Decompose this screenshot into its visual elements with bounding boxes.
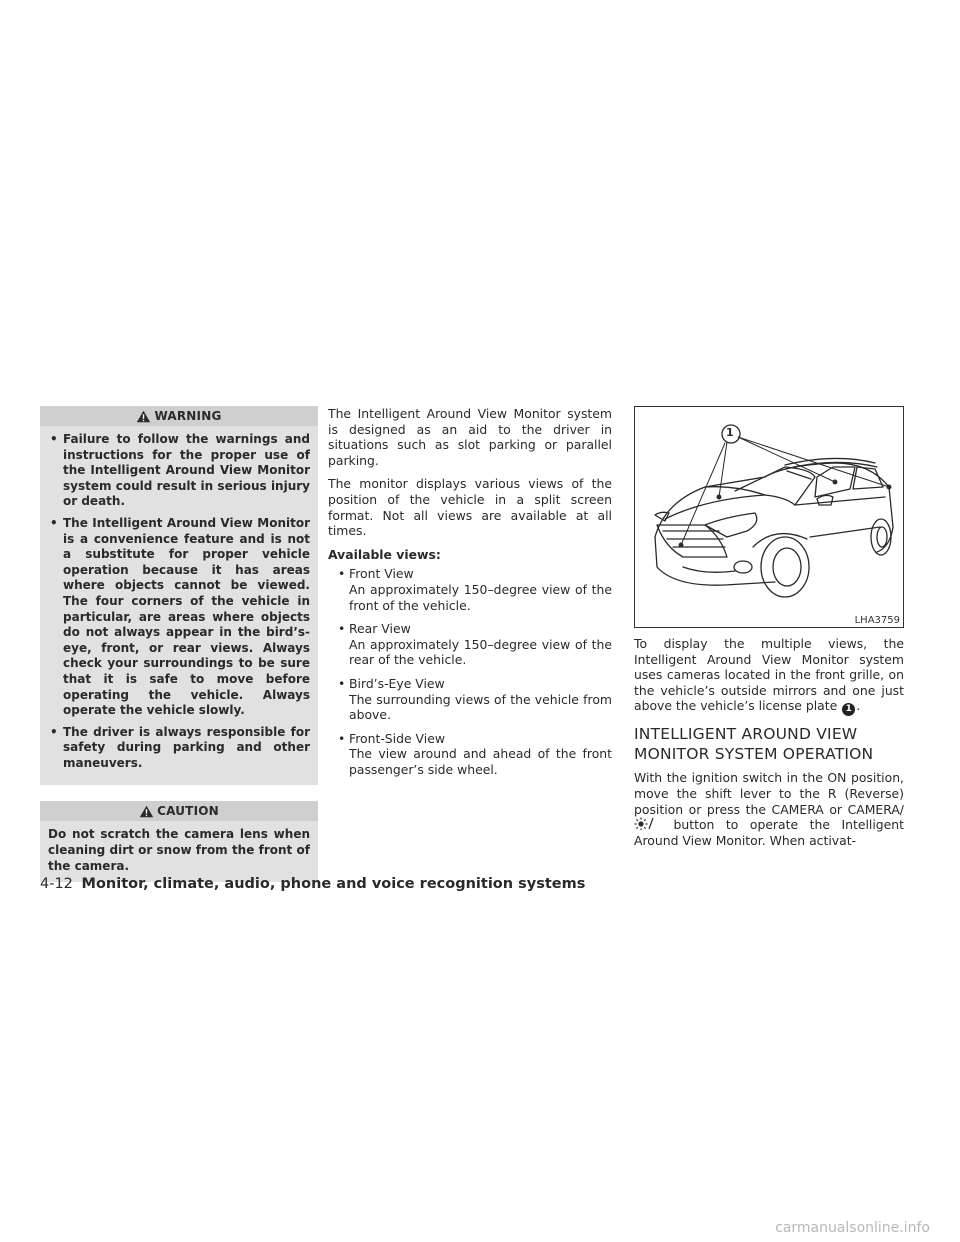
page-number: 4-12: [40, 876, 73, 892]
view-name: Bird’s-Eye View: [349, 675, 445, 691]
page-footer: [40, 876, 585, 892]
view-description: An approximately 150–degree view of the rear of the vehicle.: [349, 636, 612, 668]
right-column: [634, 406, 904, 856]
day-night-icon: [634, 817, 662, 830]
view-name: Front-Side View: [349, 730, 445, 746]
warning-box: [40, 406, 318, 785]
views-heading: Available views:: [328, 546, 441, 562]
camera-location-paragraph: [634, 636, 904, 716]
section-title: Monitor, climate, audio, phone and voice recognition systems: [81, 876, 586, 892]
view-item: [338, 676, 612, 723]
figure-id: LHA3759: [854, 615, 900, 626]
operation-text-cont: button to operate the Intelligent Around View Monitor. When activat-: [634, 817, 904, 848]
watermark: carmanualsonline.info: [775, 1220, 930, 1236]
caution-header: [40, 801, 318, 821]
left-column: [40, 406, 318, 882]
callout-1-icon: 1: [842, 703, 855, 716]
view-item: [338, 621, 612, 668]
warning-item: • The Intelligent Around View Monitor is a convenience feature and is not a substitute for proper vehicle operation because it has areas where objects cannot be viewed. The four corners of the vehicle in particular, are areas where objects do not always appear in the bird’s-eye, front, or rear views. Always check your surroundings to be sure that it is safe to move before operating the vehicle. Always operate the vehicle slowly.: [48, 516, 310, 719]
camera-location-end: .: [856, 698, 861, 714]
view-item: [338, 566, 612, 613]
caution-title: CAUTION: [157, 804, 219, 819]
warning-item: • Failure to follow the warnings and instructions for the proper use of the Intelligent Around View Monitor system could result in serious injury or death.: [48, 432, 310, 510]
warning-icon: [136, 410, 151, 423]
camera-location-text: To display the multiple views, the Intelligent Around View Monitor system uses cameras located in the front grille, on the vehicle’s outside mirrors and one just above the vehicle’s license plate: [634, 636, 904, 714]
display-paragraph: The monitor displays various views of the position of the vehicle in a split screen format. Not all views are available at all times.: [328, 476, 612, 539]
operation-text: With the ignition switch in the ON position, move the shift lever to the R (Reverse) position or press the CAMERA or CAMERA/: [634, 770, 904, 817]
caution-text: Do not scratch the camera lens when cleaning dirt or snow from the front of the camera.: [48, 827, 310, 873]
view-description: The view around and ahead of the front passenger’s side wheel.: [349, 746, 612, 777]
view-name: Rear View: [349, 621, 411, 637]
warning-icon: [139, 805, 154, 818]
view-description: The surrounding views of the vehicle from above.: [349, 691, 612, 723]
vehicle-illustration: [635, 407, 903, 627]
caution-box: [40, 801, 318, 882]
section-heading: [634, 724, 904, 764]
warning-list: [48, 432, 310, 771]
view-item: [338, 731, 612, 778]
intro-paragraph: The Intelligent Around View Monitor system is designed as an aid to the driver in situations such as slot parking or parallel parking.: [328, 406, 612, 468]
section-heading-line1: INTELLIGENT AROUND VIEW: [634, 725, 858, 744]
warning-header: [40, 406, 318, 426]
view-name: Front View: [349, 566, 414, 582]
figure-callout: 1: [726, 426, 734, 439]
operation-paragraph: [634, 770, 904, 848]
warning-title: WARNING: [154, 409, 222, 423]
warning-item: • The driver is always responsible for safety during parking and other maneuvers.: [48, 725, 310, 772]
section-heading-line2: MONITOR SYSTEM OPERATION: [634, 745, 874, 764]
view-description: An approximately 150–degree view of the front of the vehicle.: [349, 581, 612, 613]
middle-column: [328, 406, 612, 785]
views-list: [328, 566, 612, 777]
vehicle-camera-figure: [634, 406, 904, 628]
